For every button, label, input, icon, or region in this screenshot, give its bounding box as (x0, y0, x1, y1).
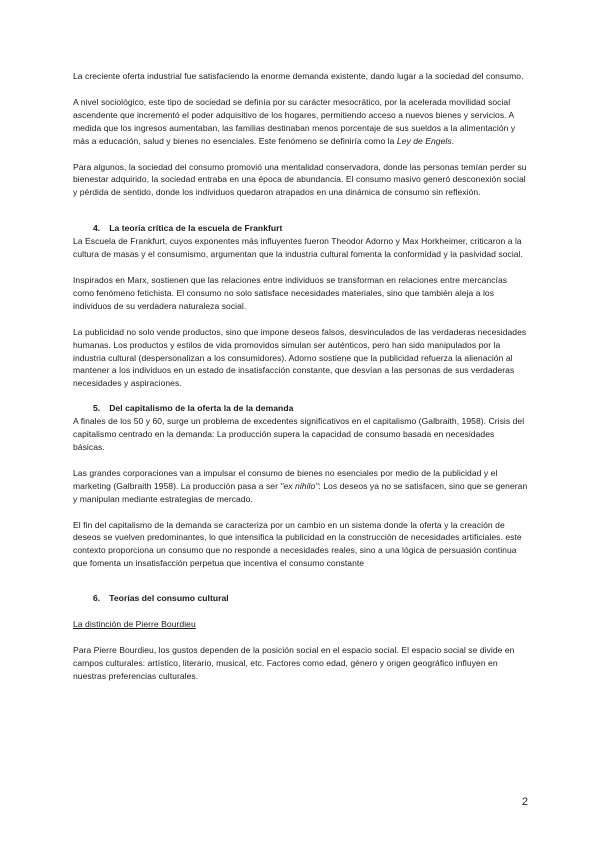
section-5-paragraph-3: El fin del capitalismo de la demanda se caracteriza por un cambio en un sistema donde la oferta y la creación de deseos se vuelven predominantes, lo que intensifica la publicidad en la construcción de necesidades artificiales. este contexto proporciona un consumo que no responde a necesidades reales, sino a una lógica de persuasión continua que fomenta un insatisfacción perpetua que incentiva el consumo constante (73, 519, 522, 569)
section-5-paragraph-2-end: : Los deseos ya no se satisfacen, sino que se generan y manipulan mediante estrategias de mercado. (73, 480, 528, 504)
section-5-title: Del capitalismo de la oferta la de la demanda (109, 403, 294, 414)
section-4-title: La teoría crítica de la escuela de Frankfurt (109, 223, 283, 234)
section-5-paragraph-1: A finales de los 50 y 60, surge un problema de excedentes significativos en el capitalismo (Galbraith, 1958). Crisis del capitalismo centrado en la demanda: La producción supera la capacidad de consumo basada en necesidades básicas. (73, 416, 525, 452)
document-body (73, 70, 528, 683)
paragraph-sociological-text: A nivel sociológico, este tipo de sociedad se definía por su carácter mesocrático, por la acelerada movilidad social ascendente que incrementó el poder adquisitivo de los hogares, permitiendo acceso a nuevos bienes y servicios. A medida que los ingresos aumentaban, las familias destinaban menos porcentaje de sus sueldos a la alimentación y más a educación, salud y bienes no esenciales. Este fenómeno se definiría como la (73, 96, 516, 146)
section-4-paragraph-1: La Escuela de Frankfurt, cuyos exponentes más influyentes fueron Theodor Adorno y Max Horkheimer, criticaron a la cultura de masas y el consumismo, argumentan que la industria cultural fomenta la conformidad y la pasividad social. (73, 236, 523, 260)
section-6-number: 6. (93, 593, 101, 604)
paragraph-intro: La creciente oferta industrial fue satisfaciendo la enorme demanda existente, dando lugar a la sociedad del consumo. (73, 71, 524, 81)
paragraph-sociological-end: . (451, 135, 455, 146)
section-5-paragraph-2 (73, 467, 528, 506)
page-number: 2 (521, 796, 528, 808)
paragraph-sociological (73, 96, 528, 148)
section-5-paragraph-2-text: Las grandes corporaciones van a impulsar el consumo de bienes no esenciales por medio de la publicidad y el marketing (Galbraith 1958). La producción pasa a ser (73, 467, 498, 491)
section-5-heading (73, 402, 528, 415)
section-4-paragraph-3: La publicidad no solo vende productos, sino que impone deseos falsos, desvinculados de las verdaderas necesidades humanas. Los productos y estilos de vida promovidos simulan ser auténticos, pero han sido manipulados por la industria cultural (despersonalizan a los consumidores). Adorno sostiene que la publicidad refuerza la alienación al mantener a los individuos en un estado de insatisfacción constante, que desvían a las personas de sus verdaderas necesidades y aspiraciones. (73, 326, 527, 389)
subheading-bourdieu: La distinción de Pierre Bourdieu (73, 619, 196, 630)
paragraph-conservative: Para algunos, la sociedad del consumo promovió una mentalidad conservadora, donde las personas temían perder su bienestar adquirido, la sociedad entraba en una época de abundancia. El consumo masivo generó desconexión social y pérdida de sentido, donde los individuos quedaron atrapados en una dinámica de consumo sin reflexión. (73, 161, 527, 198)
section-6-heading (73, 592, 528, 605)
section-5-number: 5. (93, 403, 101, 414)
section-6-paragraph-1: Para Pierre Bourdieu, los gustos dependen de la posición social en el espacio social. El espacio social se divide en campos culturales: artístico, literario, musical, etc. Factores como edad, género y origen geográfico influyen en nuestras preferencias culturales. (73, 645, 515, 681)
section-4-heading (73, 222, 528, 235)
ley-de-engels-term: Ley de Engels (396, 135, 452, 146)
section-6-title: Teorías del consumo cultural (109, 593, 229, 604)
section-4-number: 4. (93, 223, 101, 234)
section-4-paragraph-2: Inspirados en Marx, sostienen que las relaciones entre individuos se transforman en relaciones entre mercancías como fenómeno fetichista. El consumo no solo satisface necesidades materiales, sino que también aleja a los individuos de su verdadera naturaleza social. (73, 274, 508, 311)
ex-nihilo-term: "ex nihilo" (280, 480, 319, 491)
